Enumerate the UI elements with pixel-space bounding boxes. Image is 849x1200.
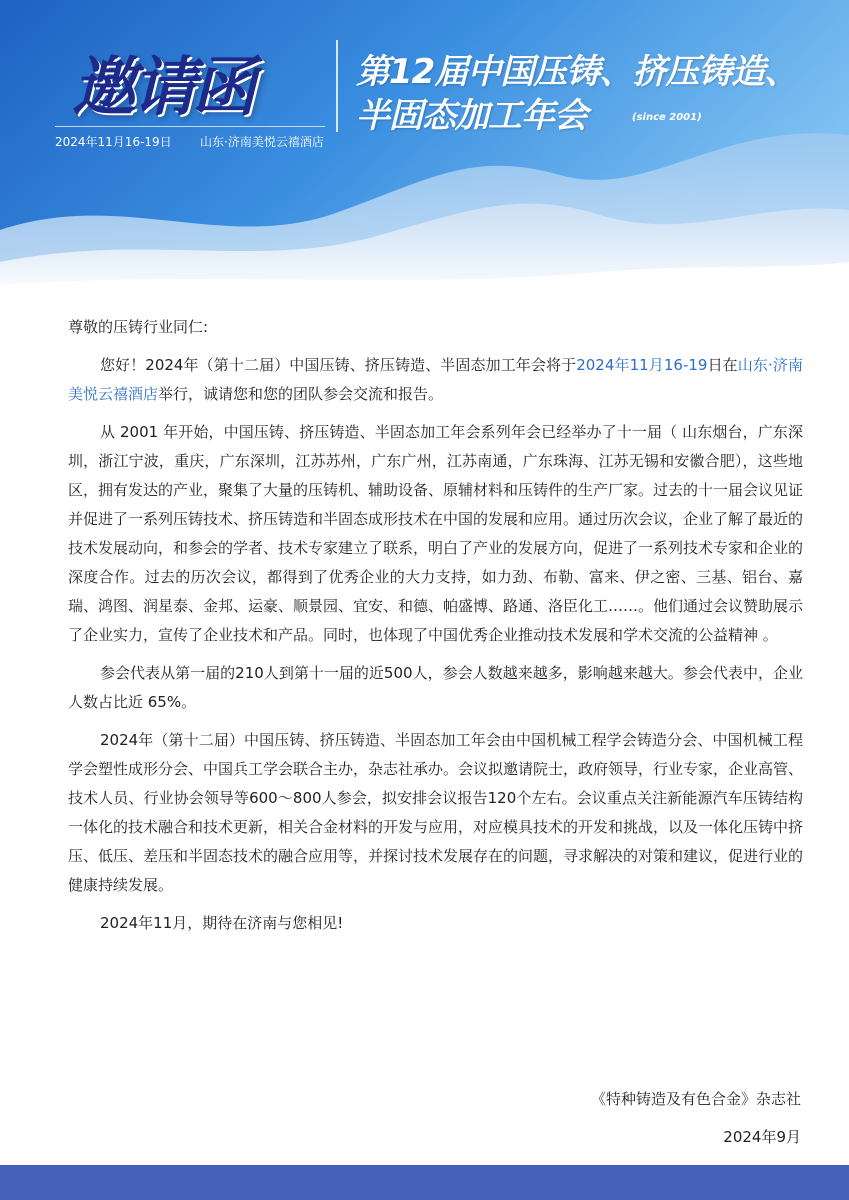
event-venue: 山东·济南美悦云禧酒店 — [200, 135, 324, 149]
title-separator — [336, 40, 338, 132]
signature: 《特种铸造及有色合金》杂志社 — [590, 1090, 801, 1108]
salutation: 尊敬的压铸行业同仁: — [68, 318, 209, 336]
letter-body — [68, 313, 803, 947]
invitation-logo: 邀请函 — [72, 50, 252, 125]
intro-text: 您好！2024年（第十二届）中国压铸、挤压铸造、半固态加工年会将于 — [100, 356, 577, 374]
intro-text-3: 举行，诚请您和您的团队参会交流和报告。 — [158, 385, 444, 403]
highlight-venue: 山东·济南美悦云禧酒店 — [68, 356, 803, 403]
paragraph-organizers: 2024年（第十二届）中国压铸、挤压铸造、半固态加工年会由中国机械工程学会铸造分会、中国机械工程学会塑性成形分会、中国兵工学会联合主办，杂志社承办。会议拟邀请院士，政府领导，行业专家，企业高管、技术人员、行业协会领导等600～800人参会，拟安排会议报告120个左右。会议重点关注新能源汽车压铸结构一体化的技术融合和技术更新，相关合金材料的开发与应用，对应模具技术的开发和挑战，以及一体化压铸中挤压、低压、差压和半固态技术的融合应用等，并探讨技术发展存在的问题，寻求解决的对策和建议，促进行业的健康持续发展。 — [68, 731, 804, 894]
paragraph-intro — [68, 351, 803, 409]
header-banner — [0, 0, 849, 300]
signature-date: 2024年9月 — [723, 1128, 801, 1146]
paragraph-closing: 2024年11月，期待在济南与您相见! — [100, 914, 344, 932]
highlight-date: 2024年11月16-19 — [576, 356, 708, 374]
paragraph-history: 从 2001 年开始，中国压铸、挤压铸造、半固态加工年会系列年会已经举办了十一届（ 山东烟台，广东深圳，浙江宁波，重庆，广东深圳，江苏苏州，广东广州，江苏南通，广东珠海、江苏无锡和安徽合肥），这些地区，拥有发达的产业，聚集了大量的压铸机、辅助设备、原辅材料和压铸件的生产厂家。过去的十一届会议见证并促进了一系列压铸技术、挤压铸造和半固态成形技术在中国的发展和应用。通过历次会议，企业了解了最近的技术发展动向，和参会的学者、技术专家建立了联系，明白了产业的发展方向，促进了一系列技术专家和企业的深度合作。过去的历次会议，都得到了优秀企业的大力支持，如力劲、布勒、富来、伊之密、三基、铝台、嘉瑞、鸿图、润星泰、金邦、运豪、顺景园、宜安、和德、帕盛博、路通、洛臣化工……。他们通过会议赞助展示了企业实力，宣传了企业技术和产品。同时，也体现了中国优秀企业推动技术发展和学术交流的公益精神 。 — [68, 423, 804, 644]
paragraph-attendance: 参会代表从第一届的210人到第十一届的近500人，参会人数越来越多，影响越来越大。参会代表中，企业人数占比近 65%。 — [68, 664, 803, 711]
intro-text-2: 日在 — [707, 356, 738, 374]
event-title-line1: 第12届中国压铸、挤压铸造、 — [356, 52, 798, 92]
since-label: (since 2001) — [632, 112, 702, 123]
header-divider — [55, 126, 325, 127]
event-title-line2: 半固态加工年会 — [356, 96, 587, 136]
footer-bar — [0, 1165, 849, 1200]
event-date: 2024年11月16-19日 — [55, 135, 172, 149]
